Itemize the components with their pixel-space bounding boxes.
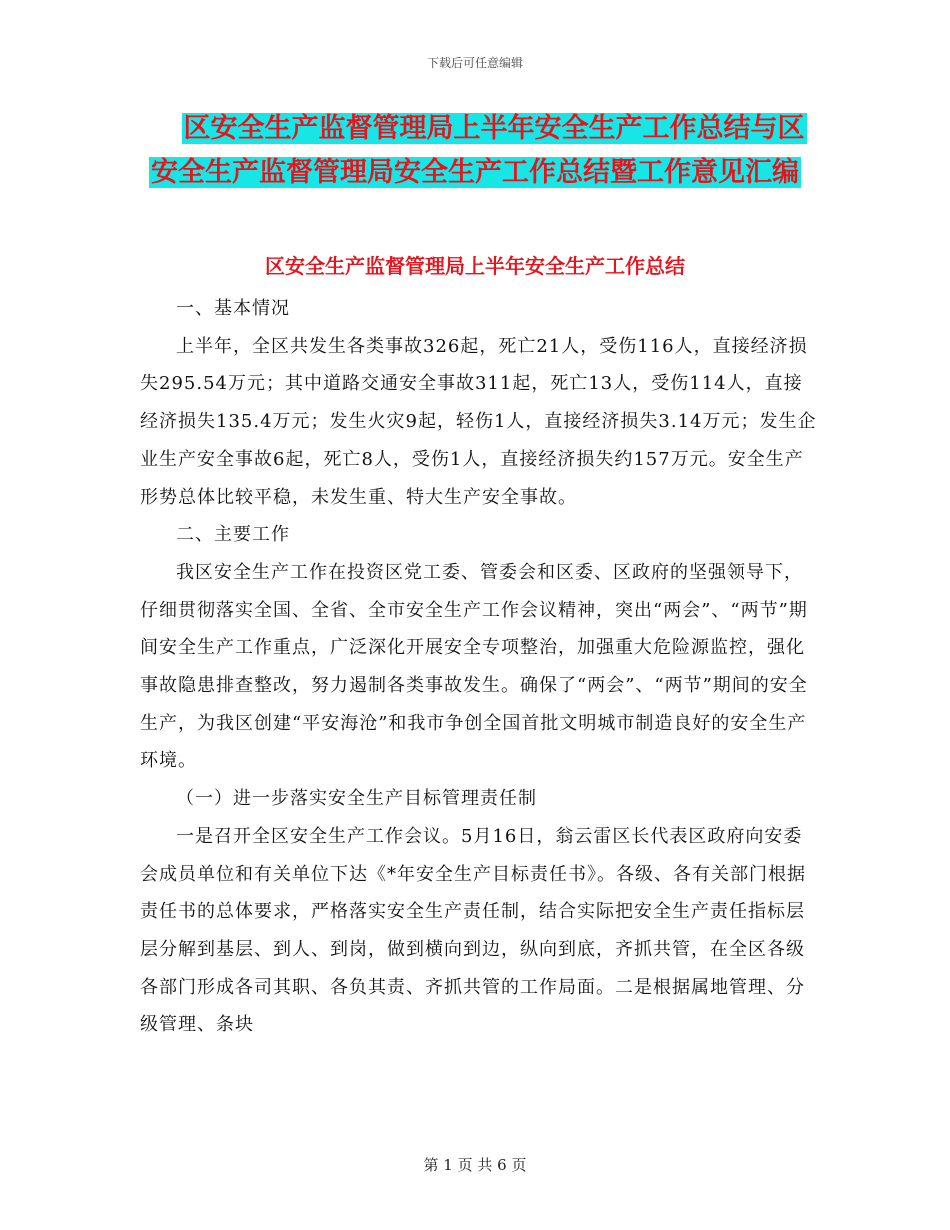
page-number: 第 1 页 共 6 页 bbox=[423, 1156, 527, 1174]
document-title-line-1 bbox=[0, 112, 950, 146]
paragraph-work-overview: 我区安全生产工作在投资区党工委、管委会和区委、区政府的坚强领导下，仔细贯彻落实全国、全省、全市安全生产工作会议精神，突出“两会”、“两节”期间安全生产工作重点，广泛深化开展安全专项整治，加强重大危险源监控，强化事故隐患排查整改，努力遏制各类事故发生。确保了“两会”、“两节”期间的安全生产，为我区创建“平安海沧”和我市争创全国首批文明城市制造良好的安全生产环境。 bbox=[140, 561, 808, 772]
section-subtitle: 区安全生产监督管理局上半年安全生产工作总结 bbox=[265, 254, 685, 278]
paragraph-responsibility-detail: 一是召开全区安全生产工作会议。5月16日，翁云雷区长代表区政府向安委会成员单位和有关单位下达《*年安全生产目标责任书》。各级、各有关部门根据责任书的总体要求，严格落实安全生产责任制，结合实际把安全生产责任指标层层分解到基层、到人、到岗，做到横向到边，纵向到底，齐抓共管，在全区各级各部门形成各司其职、各负其责、齐抓共管的工作局面。二是根据属地管理、分级管理、条块 bbox=[140, 825, 806, 1036]
page-header-note: 下载后可任意编辑 bbox=[426, 56, 523, 70]
document-title-line-1-text: 区安全生产监督管理局上半年安全生产工作总结与区 bbox=[183, 113, 805, 144]
document-body bbox=[140, 290, 820, 1044]
heading-basic-situation: 一、基本情况 bbox=[176, 298, 290, 319]
document-title-line-2 bbox=[0, 156, 950, 190]
document-title-line-2-text: 安全生产监督管理局安全生产工作总结暨工作意见汇编 bbox=[151, 157, 799, 188]
heading-main-work: 二、主要工作 bbox=[176, 524, 290, 546]
heading-responsibility-system: （一）进一步落实安全生产目标管理责任制 bbox=[176, 788, 537, 810]
paragraph-accident-statistics: 上半年，全区共发生各类事故326起，死亡21人，受伤116人，直接经济损失295.54万元；其中道路交通安全事故311起，死亡13人，受伤114人，直接经济损失135.4万元；发生火灾9起，轻伤1人，直接经济损失3.14万元；发生企业生产安全事故6起，死亡8人，受伤1人，直接经济损失约157万元。安全生产形势总体比较平稳，未发生重、特大生产安全事故。 bbox=[140, 335, 817, 508]
